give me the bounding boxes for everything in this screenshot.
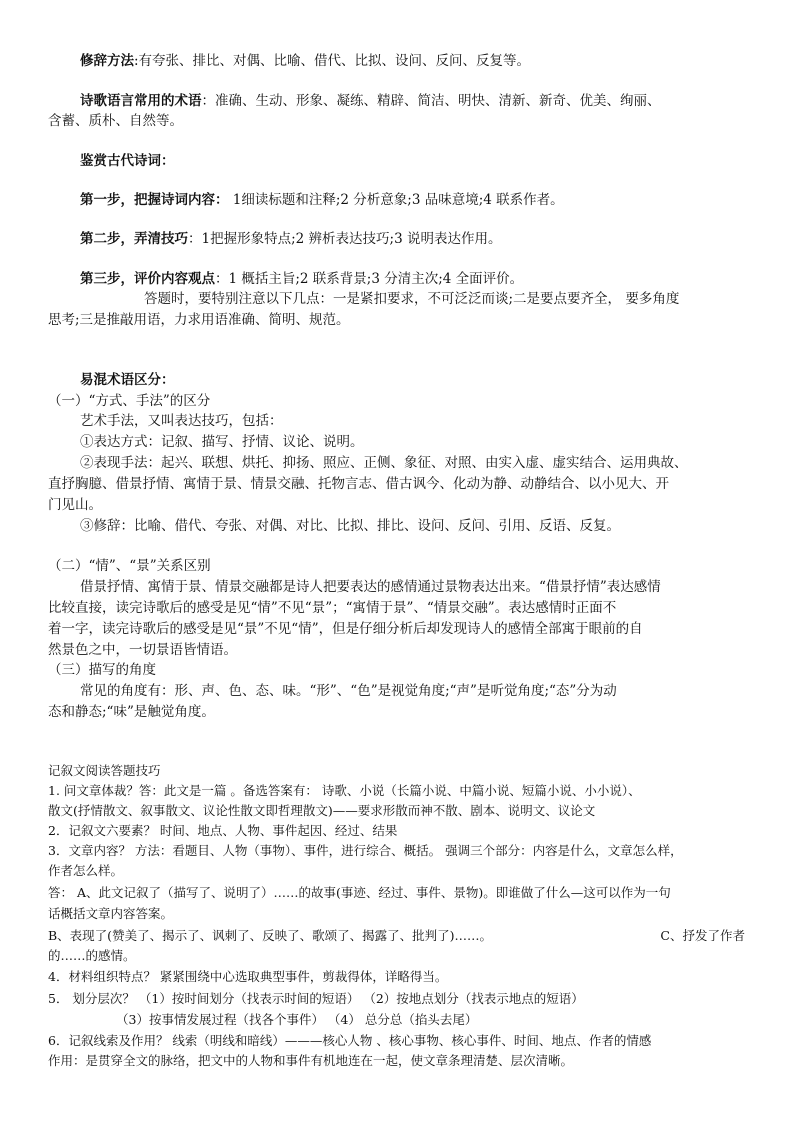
step2-text: ：1把握形象特点;2 辨析表达技巧;3 说明表达作用。	[188, 231, 502, 247]
section1-item2-line3: 门见山。	[48, 497, 102, 513]
narrative-q3-line2: 作者怎么样。	[48, 863, 124, 878]
answer-note-line2: 思考;三是推敲用语，力求用语准确、简明、规范。	[48, 312, 350, 328]
section2-para-line2: 比较直接，读完诗歌后的感受是见“情”不见“景”；“寓情于景”、“情景交融”。表达感情时正面不	[48, 600, 617, 616]
narrative-title: 记叙文阅读答题技巧	[48, 763, 161, 778]
rhetoric-text: :有夸张、排比、对偶、比喻、借代、比拟、设问、反问、反复等。	[134, 53, 531, 69]
narrative-q6-line2: 作用：是贯穿全文的脉络，把文中的人物和事件有机地连在一起，使文章条理清楚、层次清晰。	[48, 1053, 574, 1068]
section1-item2-line1: ②表现手法：起兴、联想、烘托、抑扬、照应、正侧、象征、对照、由实入虚、虚实结合、运用典故、	[80, 455, 688, 471]
step2-heading: 第二步，弄清技巧	[80, 231, 188, 247]
rhetoric-heading: 修辞方法	[80, 53, 134, 69]
narrative-q3-answer-a: 答： A、此文记叙了（描写了、说明了）……的故事(事迹、经过、事件、景物)。即谁做了什么—这可以作为一句	[48, 885, 671, 900]
narrative-q3-answer-bc	[48, 927, 745, 945]
section3-para-line2: 态和静态;“味”是触觉角度。	[48, 704, 215, 720]
section1-title: （一）“方式、手法”的区分	[48, 393, 211, 409]
narrative-q2: 2．记叙文六要素？ 时间、地点、人物、事件起因、经过、结果	[48, 823, 398, 838]
section3-title: （三）描写的角度	[48, 662, 156, 678]
section1-intro: 艺术手法，又叫表达技巧，包括：	[80, 413, 283, 429]
rhetoric-line	[80, 52, 530, 70]
narrative-q4: 4．材料组织特点？ 紧紧围绕中心选取典型事件，剪裁得体，详略得当。	[48, 969, 448, 984]
section2-title: （二）“情”、“景”关系区别	[48, 558, 211, 574]
step3-heading: 第三步，评价内容观点	[80, 271, 215, 287]
section2-para-line1: 借景抒情、寓情于景、情景交融都是诗人把要表达的感情通过景物表达出来。“借景抒情”表达感情	[80, 579, 661, 595]
step1-line	[80, 191, 564, 209]
step3-line	[80, 270, 523, 288]
narrative-q5-line1: 5． 划分层次？ （1）按时间划分（找表示时间的短语） （2）按地点划分（找表示地点的短语）	[48, 991, 584, 1006]
section2-para-line4: 然景色之中，一切景语皆情语。	[48, 642, 237, 658]
appreciation-heading: 鉴赏古代诗词：	[80, 153, 175, 169]
poetry-terms-line2: 含蓄、质朴、自然等。	[48, 113, 183, 129]
narrative-q3-answer-c: C、抒发了作者	[660, 928, 745, 943]
step1-heading: 第一步，把握诗词内容：	[80, 192, 229, 208]
narrative-q3-answer-c2: 的……的感情。	[48, 948, 136, 963]
narrative-q1-line2: 散文(抒情散文、叙事散文、议论性散文即哲理散文)——要求形散而神不散、剧本、说明文、议论文	[48, 803, 596, 818]
narrative-q1-line1: 1. 问文章体裁？答：此文是一篇 。备选答案有： 诗歌、小说（长篇小说、中篇小说、短篇小说、小小说）、	[48, 783, 641, 798]
poetry-terms-text: ：准确、生动、形象、凝练、精辟、简洁、明快、清新、新奇、优美、绚丽、	[201, 93, 661, 109]
narrative-q3-line1: 3．文章内容？ 方法：看题目、人物（事物）、事件，进行综合、概括。 强调三个部分：内容是什么，文章怎么样，	[48, 843, 683, 858]
narrative-q3-answer-b: B、表现了(赞美了、揭示了、讽刺了、反映了、歌颂了、揭露了、批判了)……。	[48, 928, 492, 943]
answer-note-line1: 答题时，要特别注意以下几点：一是紧扣要求，不可泛泛而谈;二是要点要齐全， 要多角度	[144, 291, 680, 307]
section3-para-line1: 常见的角度有：形、声、色、态、味。“形”、“色”是视觉角度;“声”是听觉角度;“态”分为动	[80, 683, 617, 699]
section1-item1: ①表达方式：记叙、描写、抒情、议论、说明。	[80, 434, 364, 450]
section1-item3: ③修辞：比喻、借代、夸张、对偶、对比、比拟、排比、设问、反问、引用、反语、反复。	[80, 518, 620, 534]
section1-item2-line2: 直抒胸臆、借景抒情、寓情于景、情景交融、托物言志、借古讽今、化动为静、动静结合、以小见大、开	[48, 476, 669, 492]
poetry-terms-line	[80, 92, 661, 110]
narrative-q6-line1: 6．记叙线索及作用？ 线索（明线和暗线）———核心人物 、核心事物、核心事件、时间、地点、作者的情感	[48, 1033, 652, 1048]
step3-text: ：1 概括主旨;2 联系背景;3 分清主次;4 全面评价。	[215, 271, 524, 287]
step1-text: 1细读标题和注释;2 分析意象;3 品味意境;4 联系作者。	[228, 192, 564, 208]
narrative-q3-answer-a2: 话概括文章内容答案。	[48, 906, 174, 921]
poetry-terms-heading: 诗歌语言常用的术语	[80, 93, 202, 109]
section2-para-line3: 着一字，读完诗歌后的感受是见“景”不见“情”，但是仔细分析后却发现诗人的感情全部寓于眼前的自	[48, 621, 643, 637]
narrative-q5-line2: （3）按事情发展过程（找各个事件） （4） 总分总（掐头去尾）	[116, 1012, 478, 1027]
confusing-terms-heading: 易混术语区分：	[80, 372, 175, 388]
step2-line	[80, 230, 501, 248]
